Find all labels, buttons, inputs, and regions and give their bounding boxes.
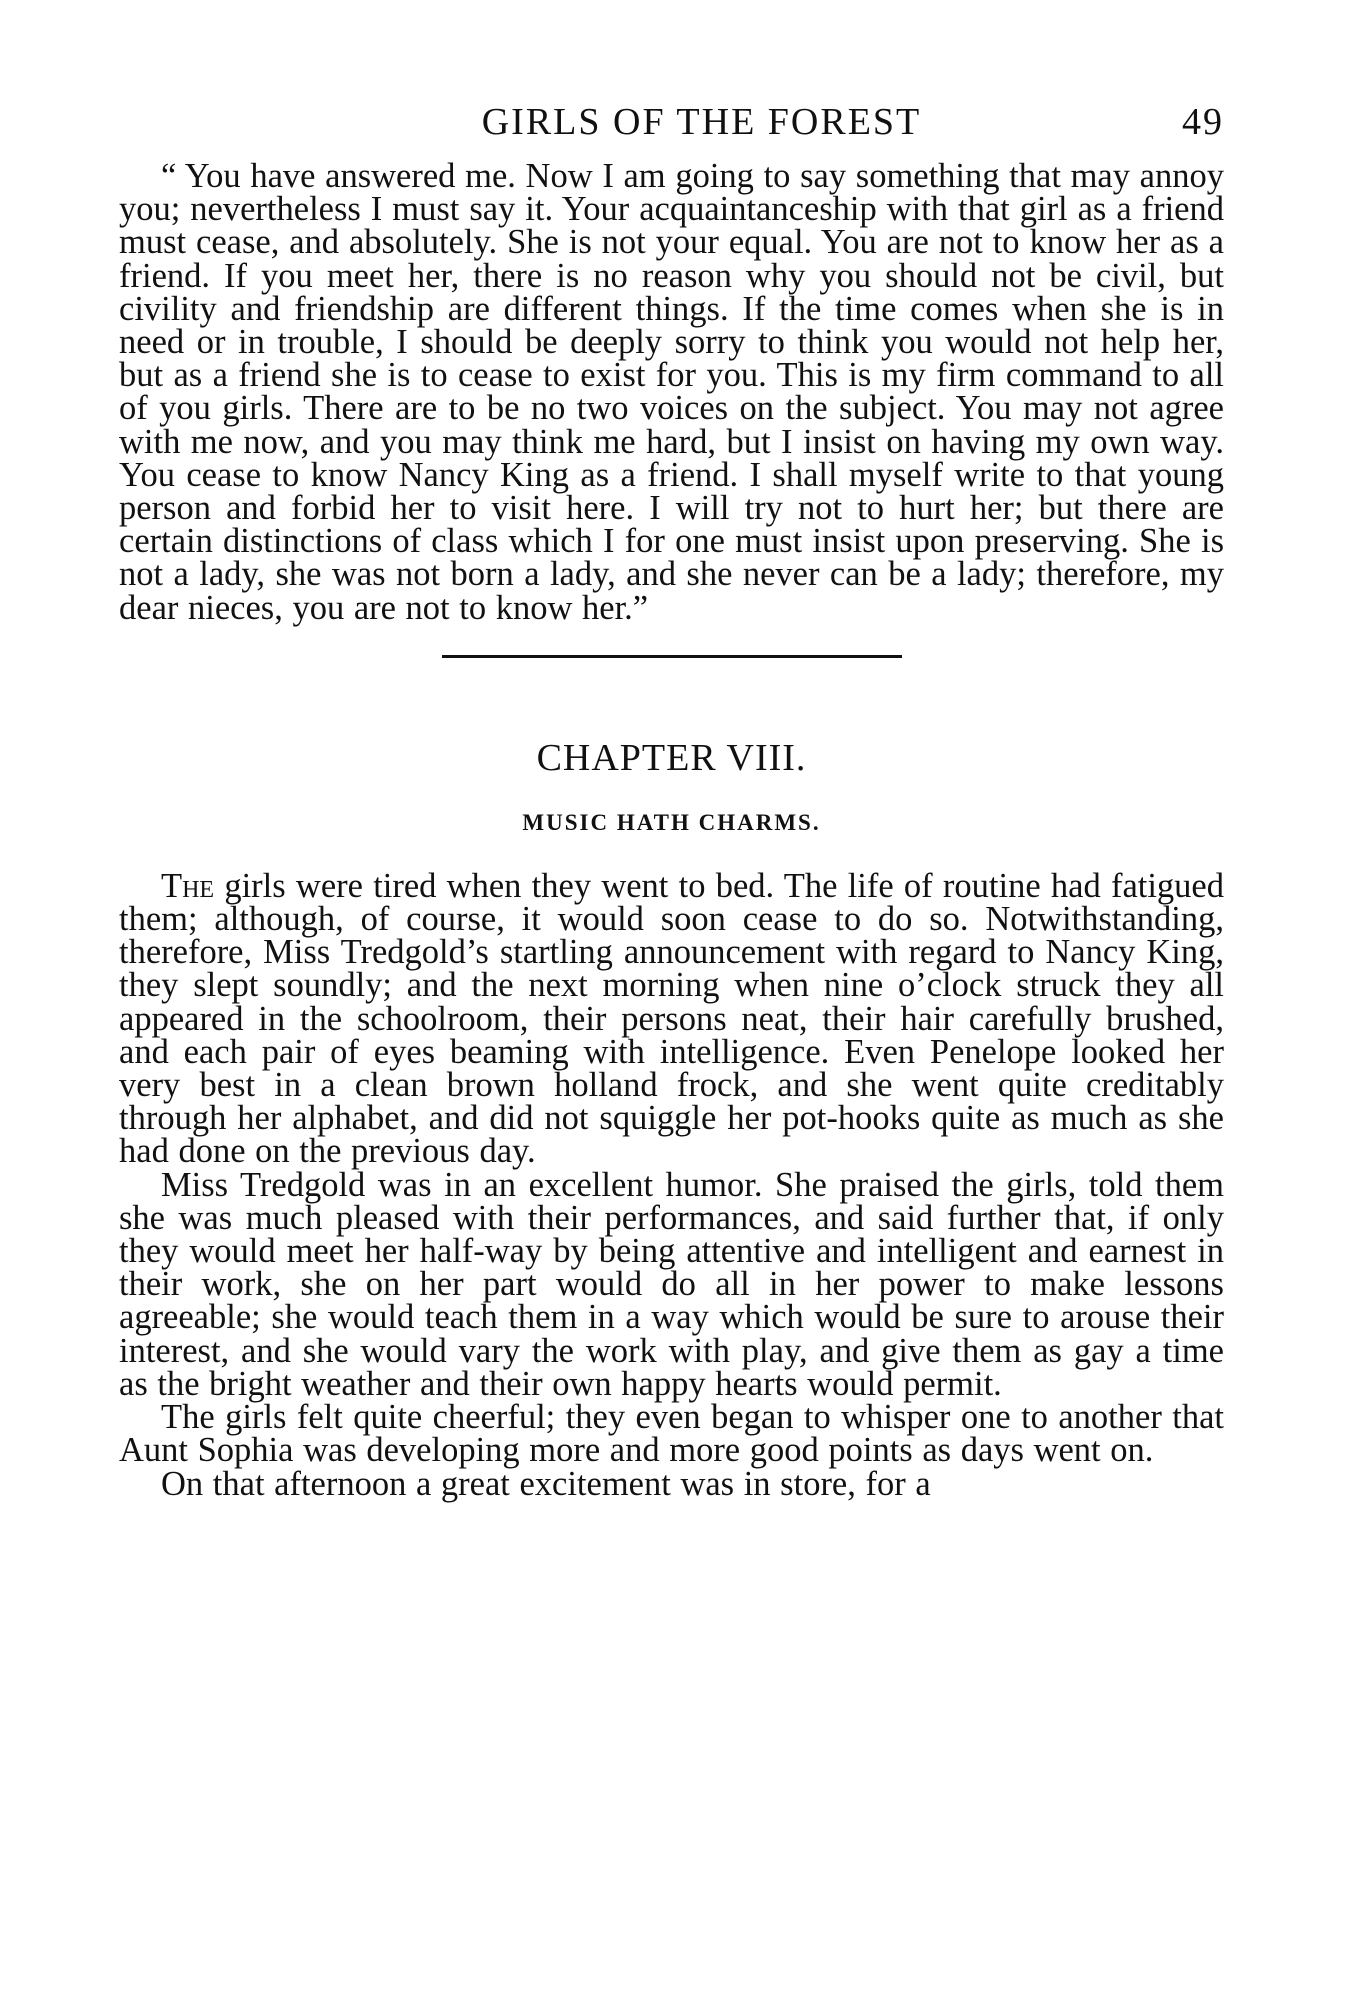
running-header bbox=[119, 100, 1224, 160]
paragraph-text: On that afternoon a great excitement was in store, for a bbox=[161, 1464, 931, 1503]
running-title: GIRLS OF THE FOREST bbox=[481, 101, 922, 143]
paragraph-text: Miss Tredgold was in an excellent humor. She praised the girls, told them she was much pleased with their performances, and said further that, if only they would meet her half-way by being attentive and intelligent and earnest in their work, she on her part would do all in her power to make lessons agreeable; she would teach them in a way which would be sure to arouse their interest, and she would vary the work with play, and give them as gay a time as the bright weather and their own happy hearts would permit. bbox=[119, 1165, 1224, 1403]
book-page bbox=[119, 100, 1224, 1501]
quote-paragraph: “ You have answered me. Now I am going to say something that may annoy you; nevertheless I must say it. Your acquaintanceship with that girl as a friend must cease, and absolutely. She is not your equal. You are not to know her as a friend. If you meet her, there is no reason why you should not be civil, but civility and friendship are different things. If the time comes when she is in need or in trouble, I should be deeply sorry to think you would not help her, but as a friend she is to cease to exist for you. This is my firm command to all of you girls. There are to be no two voices on the subject. You may not agree with me now, and you may think me hard, but I insist on having my own way. You cease to know Nancy King as a friend. I shall myself write to that young person and forbid her to visit here. I will try not to hurt her; but there are certain distinctions of class which I for one must insist upon preserving. She is not a lady, she was not born a lady, and she never can be a lady; therefore, my dear nieces, you are not to know her.” bbox=[119, 157, 1224, 627]
section-divider-rule bbox=[442, 655, 902, 658]
page-number: 49 bbox=[1182, 101, 1224, 143]
paragraph-text: girls were tired when they went to bed. The life of routine had fatigued them; although, of course, it would soon cease to do so. Notwithstanding, therefore, Miss Tredgold’s startling announcement with regard to Nancy King, they slept soundly; and the next morning when nine o’clock struck they all appeared in the schoolroom, their persons neat, their hair carefully brushed, and each pair of eyes beaming with intelligence. Even Penelope looked her very best in a clean brown holland frock, and she went quite creditably through her alphabet, and did not squiggle her pot-hooks quite as much as she had done on the previous day. bbox=[119, 866, 1224, 1171]
chapter-number: CHAPTER VIII. bbox=[536, 736, 807, 779]
paragraph-lead-word: The bbox=[161, 866, 215, 905]
body-paragraph-1 bbox=[119, 866, 1224, 1171]
chapter-title: MUSIC HATH CHARMS. bbox=[522, 809, 821, 835]
paragraph-text: The girls felt quite cheerful; they even began to whisper one to another that Aunt Sophia was developing more and more good points as days went on. bbox=[119, 1398, 1224, 1470]
body-paragraph-2 bbox=[119, 1165, 1224, 1403]
body-paragraph-3 bbox=[119, 1398, 1224, 1470]
body-paragraph-4 bbox=[119, 1464, 1224, 1503]
